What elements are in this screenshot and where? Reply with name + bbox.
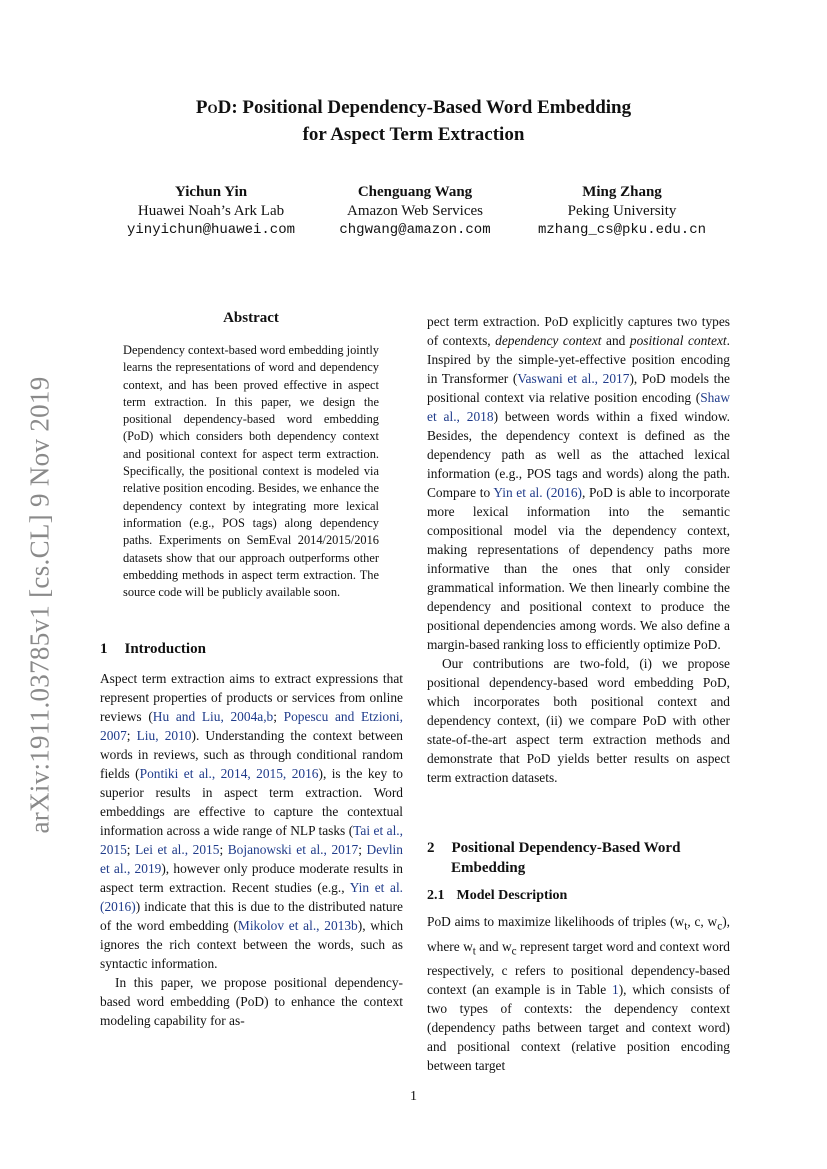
citation-link[interactable]: Bojanowski et al., 2017	[227, 842, 359, 857]
citation-link[interactable]: Liu, 2010	[136, 728, 192, 743]
citation-link[interactable]: Popescu and Etzioni, 2007	[100, 709, 404, 743]
title-line-2: for Aspect Term Extraction	[302, 124, 525, 145]
title-line-1: PoD: Positional Dependency-Based Word Embedding	[195, 97, 632, 118]
citation-link[interactable]: Shaw et al., 2018	[427, 390, 730, 424]
citation-link[interactable]: Pontiki et al., 2014, 2015, 2016	[139, 766, 319, 781]
citation-link[interactable]: Lei et al., 2015	[135, 842, 220, 857]
author-1: Yichun Yin Huawei Noah’s Ark Lab yinyichun@huawei.com	[100, 183, 322, 240]
model-description-paragraph: PoD aims to maximize likelihoods of triples ($w_t$, c, $w_c$), where $w_t$ and $w_c$ represent target word and context word respectively, c refers to positional dependency-based context (an example is in Table 1), which consists of two types of contexts: the dependency context (dependency paths between target and context word) and positional context (relative position encoding between target	[427, 914, 731, 1074]
abstract-text: Dependency context-based word embedding jointly learns the representations of word and dependency context, and has been proved effective in aspect term extraction. In this paper, we design the positional dependency-based word embedding (PoD) which considers both dependency context and positional context for aspect term extraction. Specifically, the positional context is modeled via relative position encoding. Besides, we enhance the dependency context by integrating more lexical information (e.g., POS tags) along dependency paths. Experiments on SemEval 2014/2015/2016 datasets show that our approach outperforms other embedding methods in aspect term extraction. The source code will be publicly available soon.	[123, 343, 379, 600]
right-column-body	[427, 312, 730, 787]
author-email[interactable]: mzhang_cs@pku.edu.cn	[537, 222, 707, 238]
author-email[interactable]: chgwang@amazon.com	[339, 222, 491, 238]
left-column-body	[100, 669, 403, 1030]
contributions-paragraph: Our contributions are two-fold, (i) we propose positional dependency-based word embedding PoD, which incorporates both positional context and dependency context, (ii) we compare PoD with other state-of-the-art aspect term extraction methods and demonstrate that PoD yields better results on aspect term extraction datasets.	[427, 656, 730, 785]
section-heading-introduction: 1 Introduction	[100, 641, 206, 657]
page-number: 1	[410, 1089, 417, 1104]
author-2: Chenguang Wang Amazon Web Services chgwang@amazon.com	[322, 183, 508, 240]
citation-link[interactable]: Yin et al. (2016)	[100, 880, 404, 914]
author-3: Ming Zhang Peking University mzhang_cs@pku.edu.cn	[508, 183, 736, 240]
subsection-heading-model-description: 2.1 Model Description	[427, 888, 568, 903]
citation-link[interactable]: Tai et al., 2015	[100, 823, 403, 857]
citation-link[interactable]: Yin et al. (2016)	[493, 485, 582, 500]
intro-paragraph-2-start: In this paper, we propose positional dependency-based word embedding (PoD) to enhance the context modeling capability for as-	[100, 975, 403, 1028]
citation-link[interactable]: Devlin et al., 2019	[100, 842, 403, 876]
citation-link[interactable]: Mikolov et al., 2013b	[237, 918, 358, 933]
table-reference-link[interactable]: 1	[611, 982, 619, 998]
citation-link[interactable]: Vaswani et al., 2017	[517, 371, 630, 386]
author-email[interactable]: yinyichun@huawei.com	[126, 222, 296, 238]
model-description-body	[427, 912, 730, 1075]
intro-paragraph-1: Aspect term extraction aims to extract expressions that represent properties of products or services from online reviews (Hu and Liu, 2004a,b; Popescu and Etzioni, 2007; Liu, 2010). Understanding the context between words in reviews, such as through conditional random fields (Pontiki et al., 2014, 2015, 2016), is the key to superior results in aspect term extraction. Word embeddings are effective to capture the contextual information across a wide range of NLP tasks (Tai et al., 2015; Lei et al., 2015; Bojanowski et al., 2017; Devlin et al., 2019), however only produce moderate results in aspect term extraction. Recent studies (e.g., Yin et al. (2016)) indicate that this is due to the distributed nature of the word embedding (Mikolov et al., 2013b), which ignores the rich context between the words, such as syntactic information.	[100, 671, 404, 971]
arxiv-stamp	[20, 365, 60, 845]
abstract-heading: Abstract	[223, 310, 279, 326]
arxiv-id: arXiv:1911.03785v1 [cs.CL] 9 Nov 2019	[24, 376, 55, 834]
citation-link[interactable]: Hu and Liu, 2004a,b	[152, 709, 274, 724]
intro-paragraph-2-continued: pect term extraction. PoD explicitly captures two types of contexts, dependency context and positional context. Inspired by the simple-yet-effective position encoding in Transformer (Vaswani et al., 2017), PoD models the positional context via relative position encoding (Shaw et al., 2018) between words within a fixed window. Besides, the dependency context is defined as the dependency path as well as the attached lexical information (e.g., POS tags and words) along the path. Compare to Yin et al. (2016), PoD is able to incorporate more lexical information into the semantic compositional model via the dependency context, making representations of dependency paths more informative than the ones that only consider grammatical information. We then linearly combine the dependency and positional context to produce the positional dependencies among words. We also define a margin-based ranking loss to efficiently optimize PoD.	[427, 314, 731, 652]
paper-title	[0, 94, 827, 148]
section-heading-positional-dependency: 2 Positional Dependency-Based Word Embedding	[427, 840, 681, 876]
